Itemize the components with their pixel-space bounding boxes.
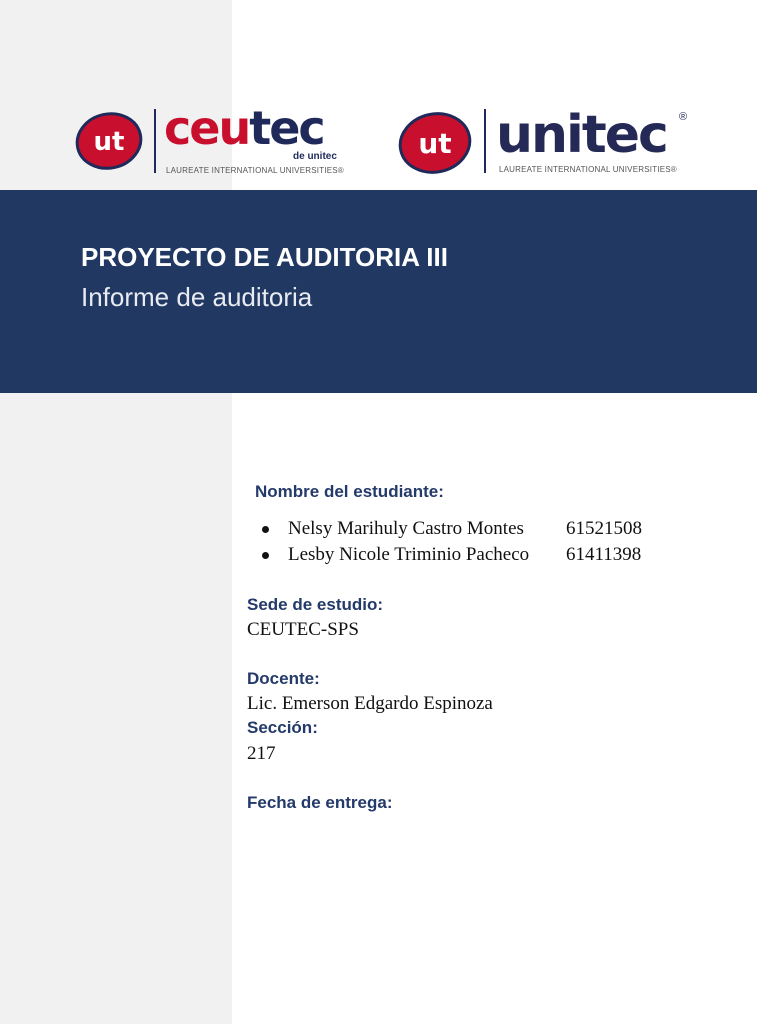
unitec-logo bbox=[396, 105, 696, 180]
ceutec-tagline: LAUREATE INTERNATIONAL UNIVERSITIES® bbox=[166, 166, 344, 175]
bullet-icon bbox=[262, 552, 269, 559]
student-id: 61411398 bbox=[566, 544, 642, 565]
logo-divider bbox=[154, 109, 156, 173]
ut-badge-icon bbox=[396, 111, 474, 175]
campus-label: Sede de estudio: bbox=[247, 595, 384, 614]
campus-value: CEUTEC-SPS bbox=[247, 619, 359, 640]
document-title: PROYECTO DE AUDITORIA III bbox=[81, 242, 448, 272]
ceutec-wordmark: ceutec bbox=[164, 101, 324, 155]
bullet-icon bbox=[262, 526, 269, 533]
teacher-label: Docente: bbox=[247, 669, 320, 688]
document-subtitle: Informe de auditoria bbox=[81, 282, 313, 312]
title-band bbox=[0, 190, 757, 393]
ut-badge-text: ut bbox=[93, 127, 125, 157]
due-date-label: Fecha de entrega: bbox=[247, 793, 393, 812]
student-id: 61521508 bbox=[566, 518, 642, 539]
teacher-value: Lic. Emerson Edgardo Espinoza bbox=[247, 693, 493, 714]
section-value: 217 bbox=[247, 743, 276, 764]
unitec-wordmark: unitec bbox=[496, 105, 667, 165]
ut-badge-text: ut bbox=[418, 127, 452, 160]
unitec-tagline: LAUREATE INTERNATIONAL UNIVERSITIES® bbox=[499, 165, 677, 174]
student-name: Nelsy Marihuly Castro Montes bbox=[288, 518, 524, 539]
list-item bbox=[262, 516, 642, 542]
ut-badge-icon bbox=[74, 111, 144, 171]
students-label: Nombre del estudiante: bbox=[255, 482, 444, 501]
logo-divider bbox=[484, 109, 486, 173]
students-list bbox=[262, 516, 642, 568]
registered-mark: ® bbox=[679, 111, 688, 123]
ceutec-logo bbox=[74, 101, 354, 180]
section-label: Sección: bbox=[247, 718, 318, 737]
de-unitec-text: de unitec bbox=[293, 151, 337, 162]
list-item bbox=[262, 542, 642, 568]
student-name: Lesby Nicole Triminio Pacheco bbox=[288, 544, 530, 565]
